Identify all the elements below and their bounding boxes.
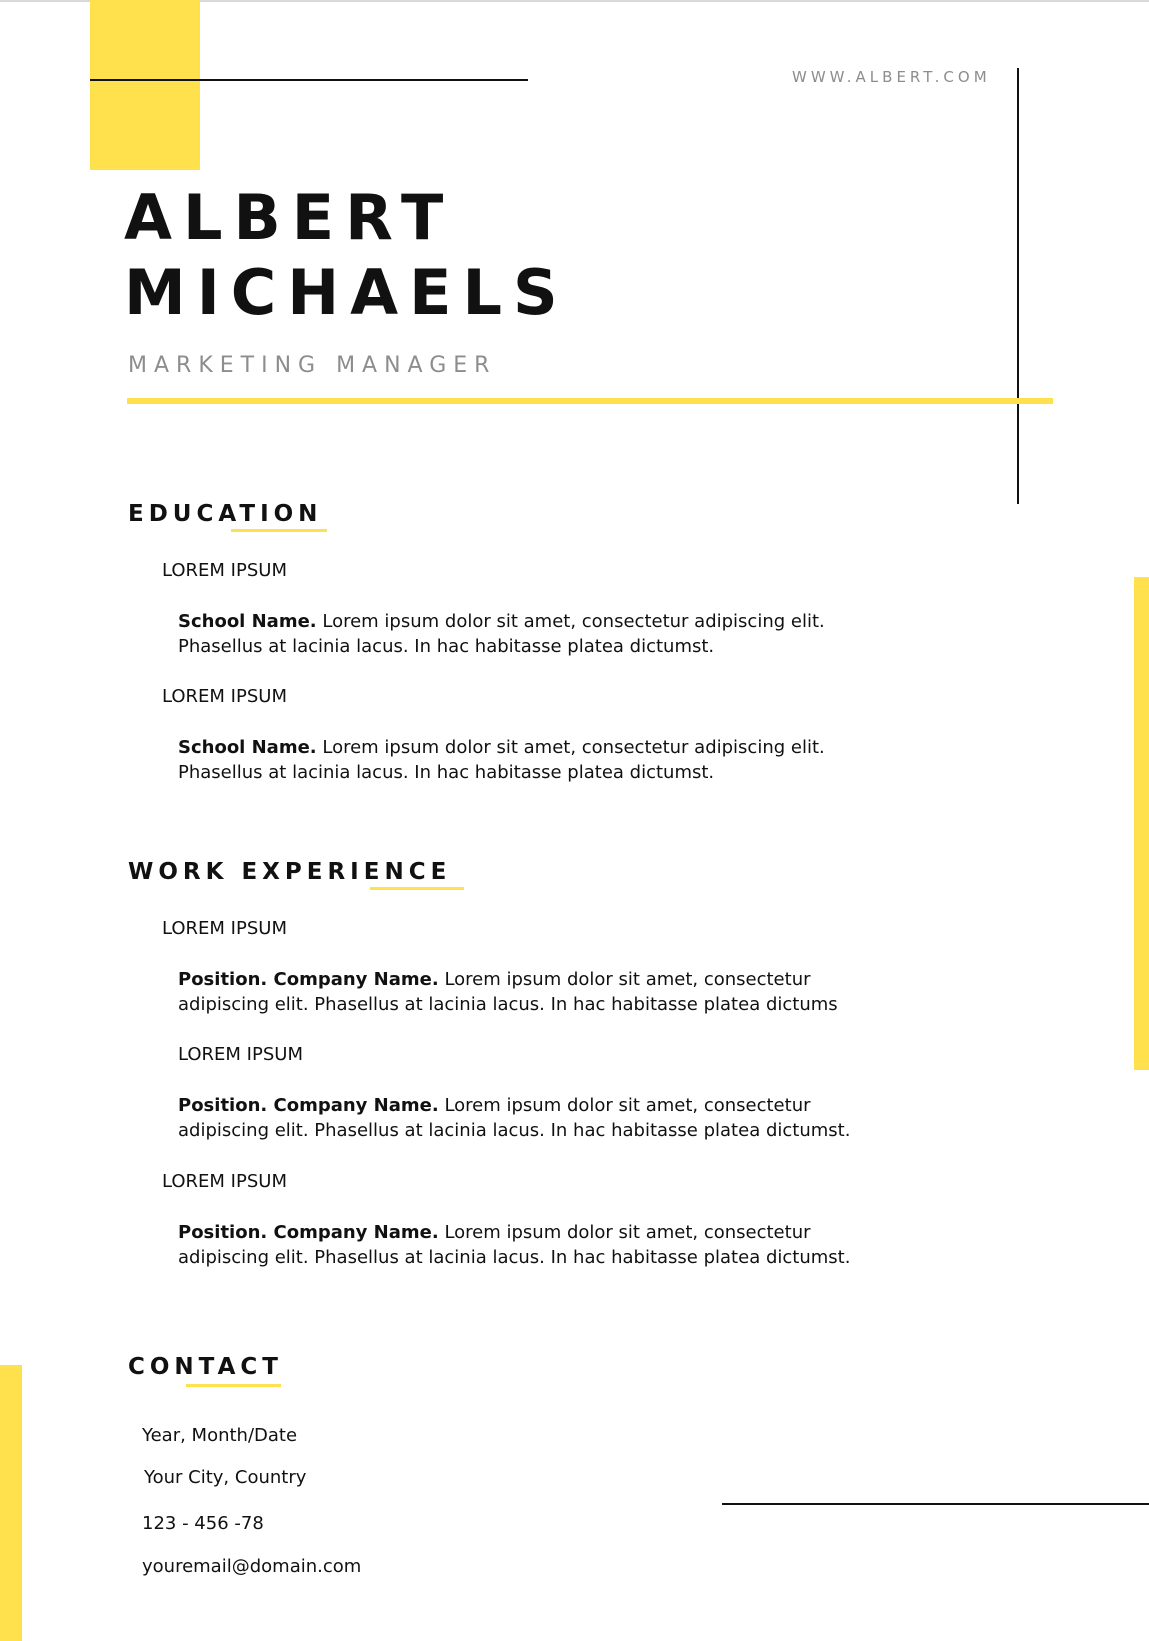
work-entry-text: Lorem ipsum dolor sit amet, consectetur adipiscing elit. Phasellus at lacinia lacus. In hac habitasse platea dictumst.	[178, 1222, 851, 1268]
contact-section-title: CONTACT	[128, 1354, 283, 1380]
work-entry-body	[178, 1220, 898, 1270]
education-entry-text: Lorem ipsum dolor sit amet, consectetur adipiscing elit. Phasellus at lacinia lacus. In hac habitasse platea dictumst.	[178, 611, 825, 657]
education-entry-text: Lorem ipsum dolor sit amet, consectetur adipiscing elit. Phasellus at lacinia lacus. In hac habitasse platea dictumst.	[178, 737, 825, 783]
header-vertical-line	[1017, 68, 1019, 504]
school-name: School Name.	[178, 611, 317, 632]
contact-location: Your City, Country	[144, 1467, 307, 1488]
education-entry-body	[178, 609, 898, 659]
title-underline-bar	[127, 398, 1053, 404]
contact-phone[interactable]: 123 - 456 -78	[142, 1513, 264, 1534]
work-experience-section-title: WORK EXPERIENCE	[128, 859, 452, 885]
work-experience-title-underline	[370, 887, 464, 890]
education-entry-body	[178, 735, 898, 785]
work-entry-heading: LOREM IPSUM	[162, 918, 287, 939]
header-divider-line	[90, 79, 528, 81]
website-link[interactable]: WWW.ALBERT.COM	[792, 68, 991, 86]
work-entry-heading: LOREM IPSUM	[162, 1171, 287, 1192]
last-name: MICHAELS	[124, 256, 569, 329]
education-section-title: EDUCATION	[128, 501, 323, 527]
job-title: MARKETING MANAGER	[128, 353, 497, 378]
contact-title-underline	[186, 1384, 281, 1387]
work-entry-body	[178, 1093, 898, 1143]
education-title-underline	[231, 529, 327, 532]
education-entry-heading: LOREM IPSUM	[162, 686, 287, 707]
corner-accent-block	[90, 0, 200, 170]
right-edge-accent-bar	[1134, 577, 1149, 1070]
education-entry-heading: LOREM IPSUM	[162, 560, 287, 581]
school-name: School Name.	[178, 737, 317, 758]
contact-email[interactable]: youremail@domain.com	[142, 1556, 362, 1577]
work-entry-heading: LOREM IPSUM	[178, 1044, 303, 1065]
contact-date: Year, Month/Date	[142, 1425, 298, 1446]
full-name	[124, 180, 569, 330]
left-edge-accent-bar	[0, 1365, 22, 1641]
position-company: Position. Company Name.	[178, 969, 439, 990]
position-company: Position. Company Name.	[178, 1095, 439, 1116]
first-name: ALBERT	[124, 181, 455, 254]
footer-divider-line	[722, 1503, 1149, 1505]
work-entry-text: Lorem ipsum dolor sit amet, consectetur adipiscing elit. Phasellus at lacinia lacus. In hac habitasse platea dictums	[178, 969, 838, 1015]
position-company: Position. Company Name.	[178, 1222, 439, 1243]
work-entry-text: Lorem ipsum dolor sit amet, consectetur adipiscing elit. Phasellus at lacinia lacus. In hac habitasse platea dictumst.	[178, 1095, 851, 1141]
work-entry-body	[178, 967, 898, 1017]
